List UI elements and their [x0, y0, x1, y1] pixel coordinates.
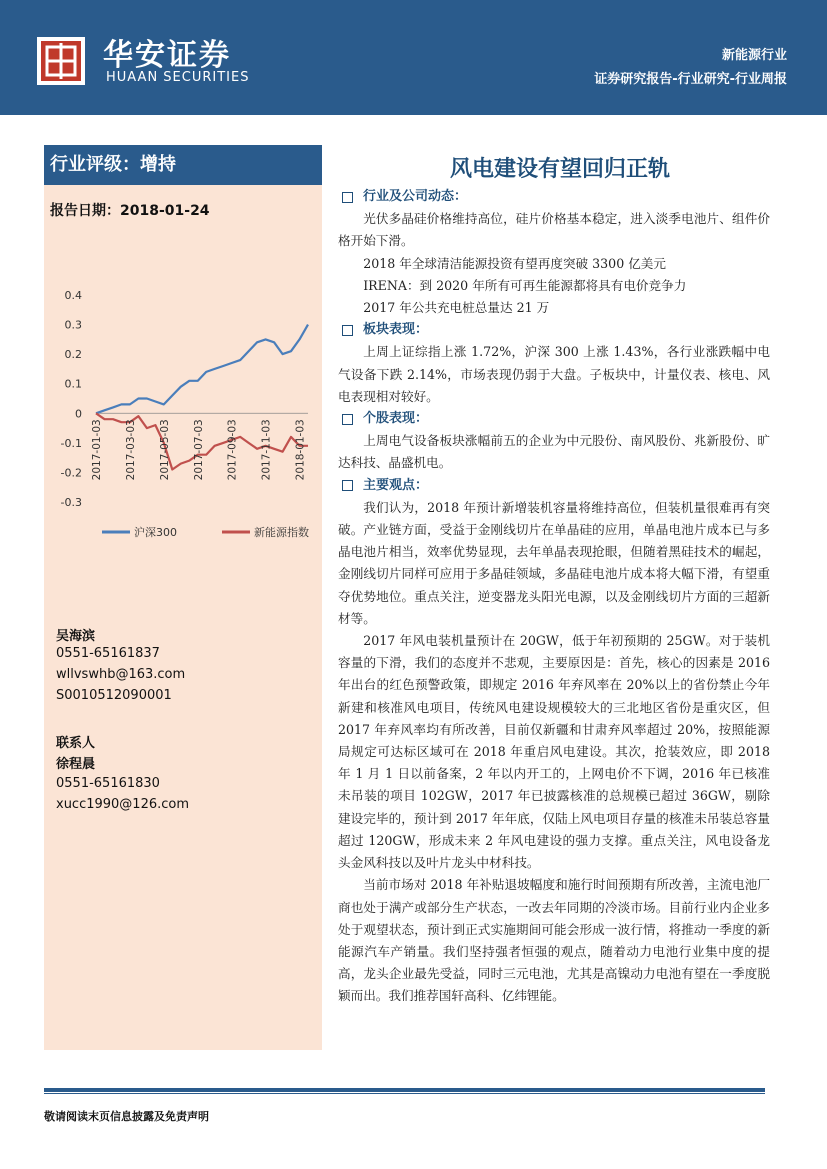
section-heading: 行业及公司动态：	[338, 186, 770, 208]
y-tick-label: 0.1	[64, 377, 82, 391]
legend-label: 沪深300	[134, 526, 177, 539]
industry-label: 新能源行业	[721, 48, 787, 63]
contact-email[interactable]: xucc1990@126.com	[56, 797, 190, 812]
page-header	[0, 0, 827, 115]
report-date: 报告日期：2018-01-24	[50, 203, 210, 219]
y-tick-label: -0.1	[60, 436, 82, 450]
x-tick-label: 2017-07-03	[192, 419, 205, 481]
legend-label: 新能源指数	[254, 526, 309, 539]
paragraph: 我们认为，2018 年预计新增装机容量将维持高位，但装机量很难再有突破。产业链方面，受益于金刚线切片在单晶硅的应用，单晶电池片成本已与多晶电池片相当，效率优势显现，去年单晶表现抢眼，但随着黑硅技术的崛起，金刚线切片同样可应用于多晶硅领域，多晶硅电池片成本将大幅下滑，有望重夺优势地位。重点关注，逆变器龙头阳光电源，以及金刚线切片方面的三超新材等。	[338, 499, 770, 626]
y-tick-label: 0.4	[64, 289, 82, 302]
checkbox-bullet-icon	[342, 480, 353, 491]
logo-english-name: HUAAN SECURITIES	[106, 70, 250, 85]
report-body	[338, 186, 770, 1008]
paragraph: 2017 年公共充电桩总量达 21 万	[363, 300, 550, 316]
paragraph: 上周电气设备板块涨幅前五的企业为中元股份、南风股份、兆新股份、旷达科技、晶盛机电。	[338, 433, 770, 471]
footer-disclaimer[interactable]: 敬请阅读末页信息披露及免责声明	[44, 1110, 209, 1123]
analyst-phone: 0551-65161837	[56, 646, 160, 661]
checkbox-bullet-icon	[342, 192, 353, 203]
paragraph: IRENA：到 2020 年所有可再生能源都将具有电价竞争力	[363, 277, 687, 293]
paragraph: 2018 年全球清洁能源投资有望再度突破 3300 亿美元	[363, 255, 666, 271]
paragraph: 上周上证综指上涨 1.72%，沪深 300 上涨 1.43%，各行业涨跌幅中电气设备下跌 2.14%，市场表现仍弱于大盘。子板块中，计量仪表、核电、风电表现相对较好。	[338, 344, 770, 404]
contact-label: 联系人	[56, 736, 96, 751]
logo-chinese-name: 华安证券	[103, 38, 231, 73]
analyst-email[interactable]: wllvswhb@163.com	[56, 667, 186, 682]
report-title: 风电建设有望回归正轨	[449, 157, 670, 182]
x-tick-label: 2018-01-03	[294, 419, 307, 481]
y-tick-label: 0	[75, 407, 82, 421]
x-tick-label: 2017-01-03	[91, 419, 103, 481]
checkbox-bullet-icon	[342, 414, 353, 425]
x-tick-label: 2017-11-03	[260, 419, 273, 481]
y-tick-label: 0.3	[64, 318, 82, 332]
section-heading: 板块表现：	[338, 319, 770, 341]
x-tick-label: 2017-09-03	[226, 419, 239, 481]
analyst-name: 吴海滨	[56, 629, 96, 644]
performance-chart	[44, 280, 322, 550]
report-type-label: 证券研究报告-行业研究-行业周报	[594, 72, 787, 87]
y-tick-label: -0.2	[60, 466, 82, 480]
paragraph: 光伏多晶硅价格维持高位，硅片价格基本稳定，进入淡季电池片、组件价格开始下滑。	[338, 211, 770, 249]
paragraph: 2017 年风电装机量预计在 20GW，低于年初预期的 25GW。对于装机容量的下滑，我们的态度并不悲观，主要原因是：首先，核心的因素是 2016 年出台的红色预警政策，即规定 2016 年弃风率在 20%以上的省份禁止今年新建和核准风电项目，传统风电建设规模较大的三北地区省份是重灾区，但 2017 年弃风率均有所改善，目前仅新疆和甘肃弃风率超过 20%，按照能源局规定可达标区域可在 2018 年重启风电建设。其次，抢装效应，即 2018 年 1 月 1 日以前备案，2 年以内开工的，上网电价不下调，2016 年已核准未吊装的项目 102GW，2017 年已披露核准的总规模已超过 36GW，剔除建设完毕的，预计到 2017 年年底，仅陆上风电项目存量的核准未吊装总容量超过 120GW，形成未来 2 年风电建设的强力支撑。重点关注，风电设备龙头金风科技以及叶片龙头中材科技。	[338, 633, 770, 871]
contact-phone: 0551-65161830	[56, 776, 160, 791]
series-line-hs300	[96, 325, 308, 414]
checkbox-bullet-icon	[342, 325, 353, 336]
y-tick-label: 0.2	[64, 348, 82, 362]
industry-rating: 行业评级：增持	[44, 145, 322, 185]
contact-name: 徐程晨	[56, 757, 96, 772]
x-tick-label: 2017-05-03	[158, 419, 171, 481]
y-tick-label: -0.3	[60, 496, 82, 509]
section-heading: 个股表现：	[338, 408, 770, 430]
huaan-logo-icon	[37, 37, 85, 85]
analyst-license: S0010512090001	[56, 688, 172, 703]
footer-divider	[44, 1088, 765, 1092]
section-heading: 主要观点：	[338, 475, 770, 497]
footer-divider-thin	[44, 1093, 765, 1094]
x-tick-label: 2017-03-03	[124, 419, 137, 481]
paragraph: 当前市场对 2018 年补贴退坡幅度和施行时间预期有所改善，主流电池厂商也处于满产或部分生产状态，一改去年同期的冷淡市场。目前行业内企业多处于观望状态，预计到正式实施期间可能会形成一波行情，将推动一季度的新能源汽车产销量。我们坚持强者恒强的观点，随着动力电池行业集中度的提高，龙头企业最先受益，同时三元电池，尤其是高镍动力电池有望在一季度脱颖而出。我们推荐国轩高科、亿纬锂能。	[338, 877, 770, 1004]
